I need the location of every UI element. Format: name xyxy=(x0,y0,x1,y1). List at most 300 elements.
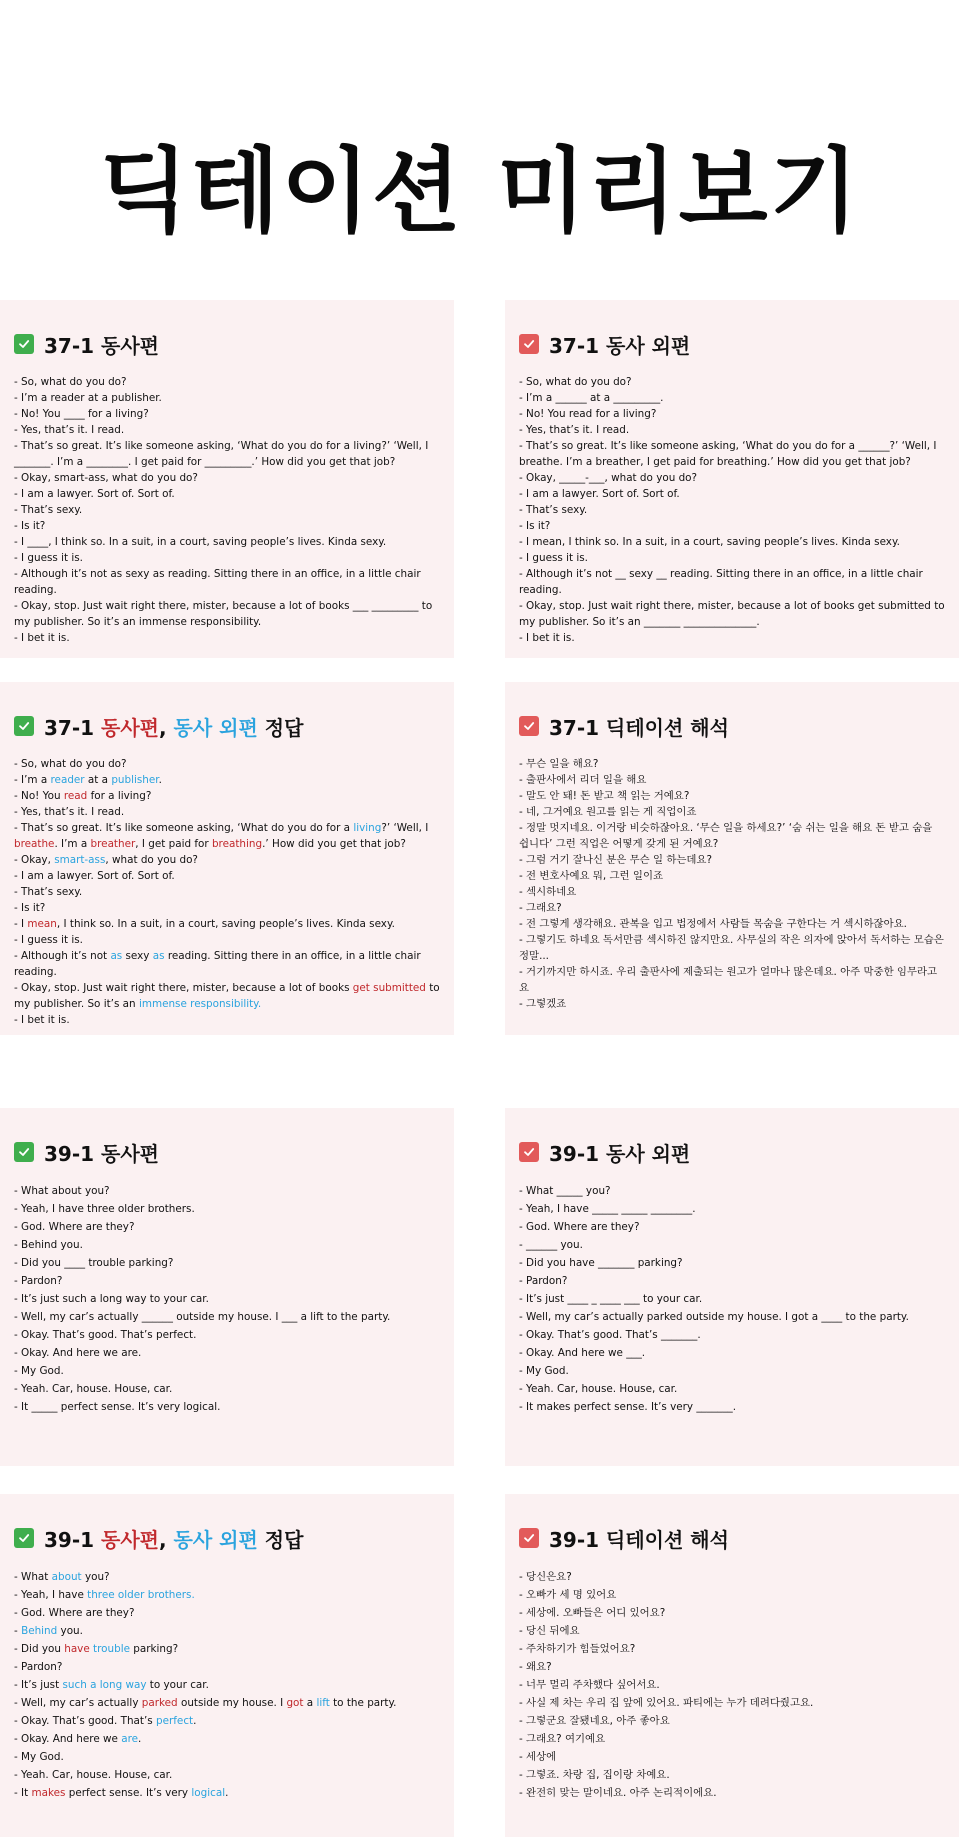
card-39-translation xyxy=(505,1494,959,1837)
line-text: - Okay. That’s good. That’s _______. xyxy=(519,1329,701,1341)
dialogue-line xyxy=(519,406,945,422)
dialogue-line xyxy=(519,1272,945,1290)
line-text: - xyxy=(14,1625,22,1637)
line-highlight: read xyxy=(63,790,88,802)
line-highlight: immense responsibility. xyxy=(138,998,262,1010)
page-title: 딕테이션 미리보기 xyxy=(99,138,861,245)
title-text: , xyxy=(158,715,174,740)
line-text: - I bet it is. xyxy=(14,1014,70,1026)
line-text: , what do you do? xyxy=(105,854,198,866)
dialogue-line xyxy=(14,486,440,502)
dialogue-line xyxy=(519,1730,945,1748)
line-highlight: about xyxy=(51,1571,82,1583)
card-header xyxy=(519,328,945,360)
dialogue-line xyxy=(519,502,945,518)
line-text: - So, what do you do? xyxy=(519,376,632,388)
dialogue-line xyxy=(519,1254,945,1272)
dialogue-lines xyxy=(519,756,948,1012)
line-text: - Although it’s not xyxy=(14,950,111,962)
line-text: . xyxy=(158,774,162,786)
dialogue-line xyxy=(519,772,945,788)
line-text: - 왜요? xyxy=(519,1661,552,1673)
line-text: - Yeah, I have xyxy=(14,1589,88,1601)
dialogue-line xyxy=(519,788,945,804)
dialogue-line xyxy=(14,868,440,884)
line-text: - Behind you. xyxy=(14,1239,83,1251)
line-text: - 출판사에서 리더 일을 해요 xyxy=(519,774,647,786)
card-title xyxy=(549,1524,729,1553)
dialogue-line xyxy=(14,1344,440,1362)
dialogue-line xyxy=(519,550,945,566)
line-text: - I ____, I think so. In a suit, in a court, saving people’s lives. Kinda sexy. xyxy=(14,536,387,548)
line-text: - Yeah. Car, house. House, car. xyxy=(519,1383,678,1395)
dialogue-line xyxy=(14,1748,440,1766)
line-text: - 그렇기도 하네요 독서만큼 섹시하진 않지만요. 사무실의 작은 의자에 앉아서 독서하는 모습은 정말... xyxy=(519,934,948,962)
dialogue-line xyxy=(519,1380,945,1398)
line-text: - God. Where are they? xyxy=(14,1221,135,1233)
title-text: 39-1 동사편 xyxy=(44,1141,159,1166)
dialogue-line xyxy=(14,1326,440,1344)
line-text: - I am a lawyer. Sort of. Sort of. xyxy=(519,488,680,500)
line-text: - 네, 그거예요 원고를 읽는 게 직업이죠 xyxy=(519,806,697,818)
line-text: to your car. xyxy=(146,1679,209,1691)
line-text: - What xyxy=(14,1571,52,1583)
line-text: - No! You xyxy=(14,790,64,802)
card-title xyxy=(44,1138,159,1167)
dialogue-line xyxy=(14,1362,440,1380)
line-text: - My God. xyxy=(14,1751,64,1763)
dialogue-line xyxy=(14,374,440,390)
dialogue-line xyxy=(519,486,945,502)
line-text: - Pardon? xyxy=(14,1275,63,1287)
dialogue-line xyxy=(519,518,945,534)
line-text: - Okay, _____-___, what do you do? xyxy=(519,472,698,484)
title-highlight: 동사편 xyxy=(101,715,159,740)
dialogue-line xyxy=(519,1218,945,1236)
dialogue-line xyxy=(519,964,945,996)
line-text: - Pardon? xyxy=(14,1661,63,1673)
line-text: . xyxy=(193,1715,197,1727)
line-highlight: living xyxy=(353,822,382,834)
dialogue-line xyxy=(519,422,945,438)
dialogue-line xyxy=(14,1200,440,1218)
dialogue-line xyxy=(14,1380,440,1398)
line-text: - I xyxy=(14,918,28,930)
dialogue-line xyxy=(14,1766,440,1784)
dialogue-line xyxy=(519,932,948,964)
line-text: to my publisher. So it’s an xyxy=(14,982,443,1010)
line-text: outside my house. I xyxy=(177,1697,287,1709)
line-text: you. xyxy=(57,1625,83,1637)
title-text: 39-1 동사 외편 xyxy=(549,1141,691,1166)
line-highlight: got xyxy=(286,1697,304,1709)
line-text: - It’s just ____ _ ____ ___ to your car. xyxy=(519,1293,703,1305)
dialogue-line xyxy=(14,788,440,804)
dialogue-line xyxy=(519,1398,945,1416)
card-title xyxy=(44,330,159,359)
dialogue-line xyxy=(519,598,948,630)
title-text: 37-1 동사 외편 xyxy=(549,333,691,358)
card-header xyxy=(14,710,440,742)
dialogue-line xyxy=(519,820,945,852)
dialogue-line xyxy=(519,852,945,868)
line-text: - Okay. That’s good. That’s perfect. xyxy=(14,1329,197,1341)
card-header xyxy=(519,1136,945,1168)
dialogue-line xyxy=(14,1694,440,1712)
line-text: - That’s sexy. xyxy=(519,504,588,516)
dialogue-line xyxy=(519,1766,945,1784)
line-text: - God. Where are they? xyxy=(14,1607,135,1619)
card-37-translation xyxy=(505,682,959,1035)
line-text: - Yes, that’s it. I read. xyxy=(14,424,125,436)
line-text: - I mean, I think so. In a suit, in a court, saving people’s lives. Kinda sexy. xyxy=(519,536,900,548)
line-text: sexy xyxy=(122,950,153,962)
dialogue-line xyxy=(14,1658,440,1676)
dialogue-line xyxy=(14,534,440,550)
dialogue-line xyxy=(519,916,945,932)
dialogue-lines xyxy=(14,1182,440,1416)
line-highlight: are xyxy=(121,1733,139,1745)
card-39-verb xyxy=(0,1108,454,1466)
card-37-nonverb xyxy=(505,300,959,658)
dialogue-line xyxy=(14,1604,440,1622)
line-text: - It’s just xyxy=(14,1679,63,1691)
line-text: - 정말 멋지네요. 이거랑 비슷하잖아요. ‘무슨 일을 하세요?’ ‘숨 쉬는 일을 해요 돈 받고 숨을 쉽니다’ 그런 직업은 어떻게 갖게 된 거예요? xyxy=(519,822,936,850)
dialogue-line xyxy=(14,852,440,868)
line-highlight: Behind xyxy=(21,1625,58,1637)
dialogue-line xyxy=(14,804,440,820)
dialogue-line xyxy=(14,980,443,1012)
checkbox-checked-icon xyxy=(519,1142,539,1162)
line-text: - Although it’s not __ sexy __ reading. Sitting there in an office, in a little chair reading. xyxy=(519,568,927,596)
card-header xyxy=(14,328,440,360)
line-text: - 그럼 거기 잘나신 분은 무슨 일 하는데요? xyxy=(519,854,712,866)
line-text: , I get paid for xyxy=(135,838,212,850)
line-highlight: such a long way xyxy=(62,1679,147,1691)
line-highlight: breathing xyxy=(211,838,263,850)
dialogue-line xyxy=(519,1182,945,1200)
line-text: - 사실 제 차는 우리 집 앞에 있어요. 파티에는 누가 데려다줬고요. xyxy=(519,1697,814,1709)
dialogue-line xyxy=(519,630,945,646)
card-37-answers xyxy=(0,682,454,1035)
dialogue-line xyxy=(14,756,440,772)
line-text: - Well, my car’s actually ______ outside my house. I ___ a lift to the party. xyxy=(14,1311,391,1323)
card-title xyxy=(44,712,303,741)
line-text: - Is it? xyxy=(14,902,46,914)
line-text: - Okay, stop. Just wait right there, mister, because a lot of books get submitted to my publisher. So it’s an _______ ______________. xyxy=(519,600,948,628)
line-text: - 당신 뒤에요 xyxy=(519,1625,580,1637)
dialogue-line xyxy=(519,390,945,406)
line-highlight: logical xyxy=(191,1787,226,1799)
dialogue-line xyxy=(14,1712,440,1730)
dialogue-line xyxy=(519,1200,945,1218)
line-text: - Okay. That’s good. That’s xyxy=(14,1715,157,1727)
dialogue-line xyxy=(519,1362,945,1380)
line-text: ?’ ‘Well, I xyxy=(381,822,432,834)
line-text: - I guess it is. xyxy=(519,552,588,564)
line-text: - My God. xyxy=(14,1365,64,1377)
line-text: at a xyxy=(84,774,112,786)
dialogue-line xyxy=(14,900,440,916)
line-text: - 그렇군요 잘됐네요, 아주 좋아요 xyxy=(519,1715,670,1727)
line-text: - It _____ perfect sense. It’s very logical. xyxy=(14,1401,221,1413)
dialogue-line xyxy=(519,1784,945,1802)
card-title xyxy=(549,330,690,359)
line-text: - 그래요? 여기예요 xyxy=(519,1733,606,1745)
line-text: - I am a lawyer. Sort of. Sort of. xyxy=(14,870,175,882)
line-text: - 오빠가 세 명 있어요 xyxy=(519,1589,617,1601)
dialogue-line xyxy=(519,1326,945,1344)
dialogue-line xyxy=(14,1640,440,1658)
line-text: parking? xyxy=(129,1643,179,1655)
line-text: - Okay. And here we ___. xyxy=(519,1347,646,1359)
dialogue-line xyxy=(519,1658,945,1676)
dialogue-line xyxy=(14,550,440,566)
card-39-answers xyxy=(0,1494,454,1837)
dialogue-line xyxy=(519,900,945,916)
line-text: reading. Sitting there in an office, in a little chair reading. xyxy=(14,950,424,978)
title-text: 정답 xyxy=(257,1527,304,1552)
dialogue-line xyxy=(14,438,440,470)
dialogue-line xyxy=(14,598,440,630)
dialogue-line xyxy=(14,422,440,438)
dialogue-lines xyxy=(14,756,443,1028)
dialogue-lines xyxy=(519,1568,945,1802)
dialogue-line xyxy=(519,868,945,884)
card-title xyxy=(549,1138,690,1167)
dialogue-line xyxy=(519,438,945,470)
card-header xyxy=(519,710,945,742)
line-text: - 전 변호사예요 뭐, 그런 일이죠 xyxy=(519,870,664,882)
dialogue-line xyxy=(519,1586,945,1604)
dialogue-line xyxy=(519,756,945,772)
title-text: 37-1 동사편 xyxy=(44,333,159,358)
dialogue-line xyxy=(519,804,945,820)
line-text: - I guess it is. xyxy=(14,552,83,564)
dialogue-line xyxy=(14,1254,440,1272)
dialogue-line xyxy=(14,566,440,598)
line-highlight: as xyxy=(152,950,165,962)
dialogue-line xyxy=(519,1694,945,1712)
line-text: - It’s just such a long way to your car. xyxy=(14,1293,209,1305)
line-text: - What about you? xyxy=(14,1185,110,1197)
dialogue-line xyxy=(14,1586,440,1604)
line-text: - Yeah, I have _____ _____ ________. xyxy=(519,1203,696,1215)
card-title xyxy=(44,1524,303,1553)
dialogue-line xyxy=(519,1568,945,1586)
line-text: - It xyxy=(14,1787,32,1799)
line-text: - So, what do you do? xyxy=(14,376,127,388)
line-text: - What _____ you? xyxy=(519,1185,611,1197)
line-text: a xyxy=(303,1697,317,1709)
checkbox-checked-icon xyxy=(519,334,539,354)
line-highlight: lift xyxy=(316,1697,330,1709)
line-highlight: breathe xyxy=(14,838,55,850)
line-text: - 당신은요? xyxy=(519,1571,572,1583)
line-text: - Is it? xyxy=(519,520,551,532)
dialogue-line xyxy=(14,406,440,422)
line-text: - 너무 멀리 주차했다 싶어서요. xyxy=(519,1679,660,1691)
line-text: - Pardon? xyxy=(519,1275,568,1287)
dialogue-line xyxy=(14,1622,440,1640)
dialogue-line xyxy=(14,518,440,534)
line-highlight: publisher xyxy=(111,774,159,786)
line-text: - Is it? xyxy=(14,520,46,532)
line-highlight: makes xyxy=(31,1787,66,1799)
line-text: - Okay, smart-ass, what do you do? xyxy=(14,472,198,484)
dialogue-line xyxy=(14,1236,440,1254)
line-text: - Although it’s not as sexy as reading. Sitting there in an office, in a little chair reading. xyxy=(14,568,424,596)
line-highlight: trouble xyxy=(93,1643,130,1655)
dialogue-line xyxy=(519,566,945,598)
card-37-verb xyxy=(0,300,454,658)
line-text: . I’m a xyxy=(54,838,91,850)
dialogue-lines xyxy=(519,1182,945,1416)
title-text: 39-1 xyxy=(44,1527,102,1552)
line-highlight: smart-ass xyxy=(54,854,106,866)
line-text: - Yeah. Car, house. House, car. xyxy=(14,1769,173,1781)
line-text: - I’m a reader at a publisher. xyxy=(14,392,162,404)
line-text: - 세상에. 오빠들은 어디 있어요? xyxy=(519,1607,666,1619)
line-text: - So, what do you do? xyxy=(14,758,127,770)
dialogue-line xyxy=(14,630,440,646)
dialogue-line xyxy=(519,1236,945,1254)
title-highlight: 동사 외편 xyxy=(173,1527,258,1552)
line-text: .’ How did you get that job? xyxy=(262,838,406,850)
line-text: , I think so. In a suit, in a court, saving people’s lives. Kinda sexy. xyxy=(56,918,395,930)
line-text: - Okay, stop. Just wait right there, mister, because a lot of books xyxy=(14,982,353,994)
line-text: perfect sense. It’s very xyxy=(65,1787,192,1799)
line-text: - Okay. And here we are. xyxy=(14,1347,142,1359)
line-text: - Yes, that’s it. I read. xyxy=(519,424,630,436)
line-text: - ______ you. xyxy=(519,1239,583,1251)
line-text: - 완전히 맞는 말이네요. 아주 논리적이에요. xyxy=(519,1787,717,1799)
line-text: - Did you have _______ parking? xyxy=(519,1257,683,1269)
dialogue-line xyxy=(519,1344,945,1362)
dialogue-line xyxy=(14,820,440,852)
line-text: - That’s sexy. xyxy=(14,886,83,898)
title-text: 39-1 딕테이션 해석 xyxy=(549,1527,729,1552)
checkbox-checked-icon xyxy=(14,716,34,736)
line-text: - I guess it is. xyxy=(14,934,83,946)
line-text: - I’m a ______ at a _________. xyxy=(519,392,664,404)
line-text: - Yeah, I have three older brothers. xyxy=(14,1203,195,1215)
dialogue-line xyxy=(519,374,945,390)
line-text: - 그래요? xyxy=(519,902,562,914)
dialogue-line xyxy=(14,932,440,948)
line-text: - Okay. And here we xyxy=(14,1733,122,1745)
line-text: - 말도 안 돼! 돈 받고 책 읽는 거예요? xyxy=(519,790,690,802)
dialogue-line xyxy=(14,1012,440,1028)
card-header xyxy=(519,1522,945,1554)
dialogue-line xyxy=(519,1676,945,1694)
line-text: - God. Where are they? xyxy=(519,1221,640,1233)
line-text: - 무슨 일을 해요? xyxy=(519,758,599,770)
line-text: - That’s so great. It’s like someone asking, ‘What do you do for a living?’ ‘Well, I _______. I’m a ________. I get paid for _________.’ How did you get that job? xyxy=(14,440,432,468)
dialogue-line xyxy=(14,884,440,900)
dialogue-line xyxy=(14,1784,440,1802)
line-text: to the party. xyxy=(329,1697,397,1709)
dialogue-line xyxy=(14,1676,440,1694)
line-highlight: get submitted xyxy=(352,982,426,994)
line-text: . xyxy=(138,1733,142,1745)
title-text: 37-1 xyxy=(44,715,102,740)
line-text: - Well, my car’s actually xyxy=(14,1697,142,1709)
line-text: - No! You read for a living? xyxy=(519,408,657,420)
dialogue-line xyxy=(14,1568,440,1586)
line-text: - 세상에 xyxy=(519,1751,557,1763)
dialogue-line xyxy=(14,1182,440,1200)
dialogue-line xyxy=(14,1218,440,1236)
title-text: , xyxy=(158,1527,174,1552)
line-text: - Did you xyxy=(14,1643,65,1655)
line-highlight: as xyxy=(110,950,123,962)
dialogue-line xyxy=(519,884,945,900)
dialogue-line xyxy=(14,470,440,486)
line-text: - It makes perfect sense. It’s very _______. xyxy=(519,1401,737,1413)
card-title xyxy=(549,712,729,741)
dialogue-line xyxy=(519,1290,945,1308)
line-highlight: have xyxy=(64,1643,90,1655)
line-text: - 주차하기가 힘들었어요? xyxy=(519,1643,636,1655)
dialogue-line xyxy=(519,1622,945,1640)
line-text: - 전 그렇게 생각해요. 관복을 입고 법정에서 사람들 목숨을 구한다는 거 섹시하잖아요. xyxy=(519,918,907,930)
dialogue-line xyxy=(14,1308,440,1326)
line-text: - That’s so great. It’s like someone asking, ‘What do you do for a xyxy=(14,822,354,834)
line-highlight: reader xyxy=(50,774,85,786)
dialogue-line xyxy=(14,1272,440,1290)
dialogue-line xyxy=(14,1730,440,1748)
checkbox-checked-icon xyxy=(14,1528,34,1548)
dialogue-lines xyxy=(14,374,440,646)
line-text: - That’s so great. It’s like someone asking, ‘What do you do for a ______?’ ‘Well, I breathe. I’m a breather, I get paid for breathing.’ How did you get that job? xyxy=(519,440,940,468)
title-text: 37-1 딕테이션 해석 xyxy=(549,715,729,740)
dialogue-line xyxy=(519,534,945,550)
line-text: - Okay, xyxy=(14,854,55,866)
dialogue-line xyxy=(14,1290,440,1308)
line-text: - Yes, that’s it. I read. xyxy=(14,806,125,818)
line-text: - That’s sexy. xyxy=(14,504,83,516)
line-text: . xyxy=(225,1787,229,1799)
line-text: - I am a lawyer. Sort of. Sort of. xyxy=(14,488,175,500)
dialogue-line xyxy=(14,1398,440,1416)
card-39-nonverb xyxy=(505,1108,959,1466)
dialogue-line xyxy=(14,772,440,788)
line-text: - Did you ____ trouble parking? xyxy=(14,1257,174,1269)
line-text: - Well, my car’s actually parked outside my house. I got a ____ to the party. xyxy=(519,1311,909,1323)
dialogue-line xyxy=(519,1640,945,1658)
dialogue-lines xyxy=(519,374,948,646)
line-text: - No! You ____ for a living? xyxy=(14,408,149,420)
line-text: - I bet it is. xyxy=(519,632,575,644)
dialogue-line xyxy=(519,470,945,486)
checkbox-checked-icon xyxy=(14,1142,34,1162)
title-highlight: 동사 외편 xyxy=(173,715,258,740)
dialogue-line xyxy=(14,948,440,980)
dialogue-line xyxy=(519,996,945,1012)
line-text: - Yeah. Car, house. House, car. xyxy=(14,1383,173,1395)
line-text: - 거기까지만 하시죠. 우리 출판사에 제출되는 원고가 얼마나 많은데요. 아주 막중한 임무라고요 xyxy=(519,966,938,994)
dialogue-line xyxy=(519,1604,945,1622)
line-text: - 그렇겠죠 xyxy=(519,998,567,1010)
line-highlight: perfect xyxy=(156,1715,194,1727)
checkbox-checked-icon xyxy=(519,1528,539,1548)
checkbox-checked-icon xyxy=(14,334,34,354)
line-text: - 섹시하네요 xyxy=(519,886,577,898)
line-text: - I bet it is. xyxy=(14,632,70,644)
line-highlight: three older brothers. xyxy=(87,1589,195,1601)
dialogue-line xyxy=(519,1712,945,1730)
